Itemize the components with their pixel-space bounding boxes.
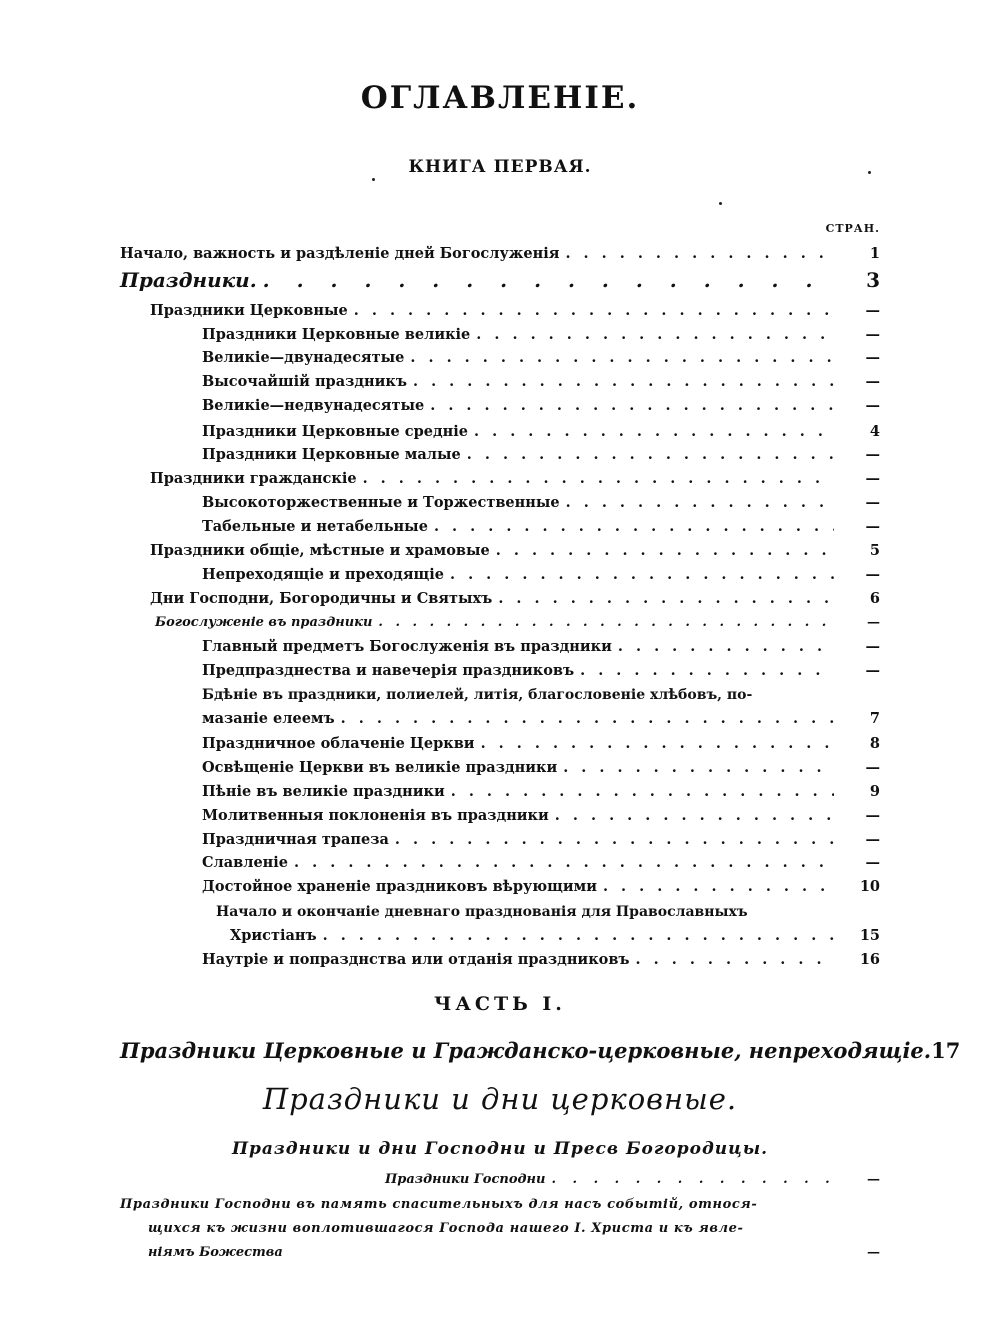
toc-entry-label: Великіе—двунадесятые	[202, 349, 405, 366]
toc-entry[interactable]	[202, 448, 880, 463]
toc-entry-continued-line: Бдѣніе въ праздники, полиелей, литія, благословеніе хлѣбовъ, по-	[202, 687, 753, 703]
dot-leader	[496, 544, 834, 559]
toc-entry-page: —	[865, 302, 880, 319]
toc-entry-label: Дни Господни, Богородичны и Святыхъ	[150, 590, 493, 607]
toc-entry-label: Праздники Церковные	[150, 302, 348, 319]
dot-leader	[566, 496, 834, 511]
toc-entry-page: —	[865, 566, 880, 583]
dot-leader	[323, 929, 834, 944]
dot-leader	[552, 1172, 835, 1187]
toc-entry-label: Непреходящіе и преходящіе	[202, 566, 444, 583]
toc-entry[interactable]	[202, 712, 880, 727]
toc-entry-page: 7	[869, 710, 880, 727]
toc-entry-label: мазаніе елеемъ	[202, 710, 335, 727]
toc-entry-page: —	[865, 494, 880, 511]
paragraph-line: щихся къ жизни воплотившагося Господа нашего І. Христа и къ явле-	[148, 1221, 744, 1236]
dot-leader	[341, 712, 834, 727]
toc-entry-page: —	[865, 759, 880, 776]
dot-leader	[636, 953, 834, 968]
toc-entry[interactable]	[148, 1245, 880, 1260]
toc-entry-page: 3	[866, 268, 880, 292]
toc-entry[interactable]	[202, 351, 880, 366]
toc-entry[interactable]	[202, 856, 880, 871]
toc-entry-label: Праздники Церковные малые	[202, 446, 461, 463]
toc-entry-label: Богослуженіе въ праздники	[155, 615, 373, 630]
toc-entry-page: —	[865, 854, 880, 871]
dot-leader	[580, 664, 834, 679]
dot-leader	[450, 568, 834, 583]
toc-entry[interactable]	[150, 304, 880, 319]
dot-leader	[354, 304, 834, 319]
page-title: ОГЛАВЛЕНІЕ.	[360, 80, 640, 116]
toc-entry[interactable]	[202, 809, 880, 824]
toc-entry-label: Праздники Церковные средніе	[202, 423, 469, 440]
dot-leader	[395, 833, 834, 848]
toc-entry-page: —	[865, 518, 880, 535]
toc-entry-label: Главный предметъ Богослуженія въ праздники	[202, 638, 612, 655]
toc-entry-label: Праздники общіе, мѣстные и храмовые	[150, 542, 490, 559]
toc-entry[interactable]	[202, 328, 880, 343]
toc-entry-label: Высочайшій праздникъ	[202, 373, 407, 390]
toc-entry-label: Достойное храненіе праздниковъ вѣрующими	[202, 878, 597, 895]
toc-entry-page: 16	[859, 951, 880, 968]
dot-leader	[451, 785, 834, 800]
dot-leader	[555, 809, 834, 824]
toc-entry-page: —	[865, 662, 880, 679]
toc-entry-label: Молитвенныя поклоненія въ праздники	[202, 807, 549, 824]
toc-entry[interactable]	[385, 1172, 880, 1187]
script-heading: Праздники и дни церковные.	[262, 1082, 738, 1116]
dot-leader	[467, 448, 834, 463]
dot-leader	[378, 616, 834, 629]
toc-entry-continued-line: Начало и окончаніе дневнаго празднованія для Православныхъ	[216, 904, 748, 920]
toc-entry[interactable]	[155, 616, 880, 629]
toc-entry-page: —	[865, 831, 880, 848]
toc-entry-label: Табельные и нетабельные	[202, 518, 428, 535]
toc-entry-label: Предпразднества и навечерія праздниковъ	[202, 662, 575, 679]
toc-entry[interactable]	[202, 880, 880, 895]
toc-entry[interactable]	[202, 640, 880, 655]
toc-entry-page: —	[865, 446, 880, 463]
toc-entry-page: —	[865, 807, 880, 824]
toc-entry[interactable]	[120, 247, 880, 262]
toc-entry[interactable]	[202, 737, 880, 752]
toc-entry-page: —	[865, 326, 880, 343]
toc-entry-label: Праздники гражданскіе	[150, 470, 357, 487]
dot-leader	[294, 856, 834, 871]
dot-leader	[618, 640, 834, 655]
toc-entry-label: ніямъ Божества	[148, 1245, 283, 1260]
dot-leader	[474, 425, 834, 440]
part-heading-page: 17	[931, 1038, 961, 1063]
dot-leader	[434, 520, 834, 535]
toc-entry[interactable]	[202, 496, 880, 511]
dot-leader	[565, 247, 834, 262]
toc-entry-label: Праздники Церковные великіе	[202, 326, 471, 343]
toc-entry-page: —	[865, 638, 880, 655]
toc-entry[interactable]	[202, 399, 880, 414]
dot-leader	[410, 351, 834, 366]
dot-leader	[263, 270, 834, 290]
toc-entry-page: 5	[869, 542, 880, 559]
toc-entry-page: 8	[869, 735, 880, 752]
toc-entry-page: —	[867, 1172, 880, 1187]
section-subheading: Праздники и дни Господни и Пресв Богородицы.	[231, 1139, 769, 1159]
toc-entry-page: 9	[869, 783, 880, 800]
toc-entry-label: Освѣщеніе Церкви въ великіе праздники	[202, 759, 558, 776]
toc-entry[interactable]	[150, 472, 880, 487]
page-column-label: СТРАН.	[825, 222, 880, 235]
toc-entry-label: Пѣніе въ великіе праздники	[202, 783, 445, 800]
toc-entry-label: Славленіе	[202, 854, 289, 871]
toc-entry[interactable]	[202, 425, 880, 440]
toc-entry-page: 1	[869, 245, 880, 262]
toc-entry[interactable]	[202, 664, 880, 679]
dot-leader	[603, 880, 834, 895]
toc-entry[interactable]	[202, 520, 880, 535]
paragraph-line: Праздники Господни въ память спасительныхъ для насъ событій, относя-	[120, 1197, 758, 1212]
toc-entry-label: Праздничное облаченіе Церкви	[202, 735, 475, 752]
toc-entry[interactable]	[202, 375, 880, 390]
toc-entry[interactable]	[150, 592, 880, 607]
toc-entry-page: 4	[869, 423, 880, 440]
toc-entry-label: Великіе—недвунадесятые	[202, 397, 425, 414]
toc-entry-label: Праздники Господни	[385, 1172, 546, 1187]
toc-entry[interactable]	[202, 568, 880, 583]
toc-entry-page: —	[865, 349, 880, 366]
toc-entry-page: 15	[859, 927, 880, 944]
toc-entry[interactable]	[202, 761, 880, 776]
part-heading-label: Праздники Церковные и Гражданско-церковные, непреходящіе.	[120, 1038, 932, 1063]
toc-entry[interactable]	[230, 929, 880, 944]
toc-entry-page: —	[865, 373, 880, 390]
dot-leader	[481, 737, 834, 752]
part-heading[interactable]	[120, 1038, 961, 1063]
dot-leader	[498, 592, 834, 607]
ink-speck	[372, 178, 375, 181]
toc-entry[interactable]	[150, 544, 880, 559]
dot-leader	[430, 399, 834, 414]
toc-entry-page: 6	[869, 590, 880, 607]
book-subtitle: КНИГА ПЕРВАЯ.	[408, 157, 592, 177]
dot-leader	[413, 375, 834, 390]
toc-entry-page: 10	[859, 878, 880, 895]
toc-entry-page: —	[865, 397, 880, 414]
ink-speck	[868, 171, 871, 174]
dot-leader	[563, 761, 834, 776]
part-title: ЧАСТЬ I.	[434, 993, 566, 1015]
toc-entry-page: —	[867, 1245, 880, 1260]
toc-entry[interactable]	[120, 270, 880, 290]
toc-entry-label: Праздничная трапеза	[202, 831, 389, 848]
toc-entry-label: Наутріе и попразднства или отданія праздниковъ	[202, 951, 630, 968]
toc-entry-label: Высокоторжественные и Торжественные	[202, 494, 560, 511]
toc-entry[interactable]	[202, 953, 880, 968]
toc-entry-label: Христіанъ	[230, 927, 317, 944]
ink-speck	[719, 202, 722, 205]
dot-leader	[476, 328, 834, 343]
dot-leader	[363, 472, 834, 487]
toc-entry-label: Начало, важность и раздѣленіе дней Богослуженія	[120, 245, 560, 262]
toc-entry[interactable]	[202, 785, 880, 800]
toc-entry[interactable]	[202, 833, 880, 848]
toc-entry-label: Праздники.	[120, 268, 257, 292]
toc-entry-page: —	[867, 615, 880, 630]
toc-entry-page: —	[865, 470, 880, 487]
